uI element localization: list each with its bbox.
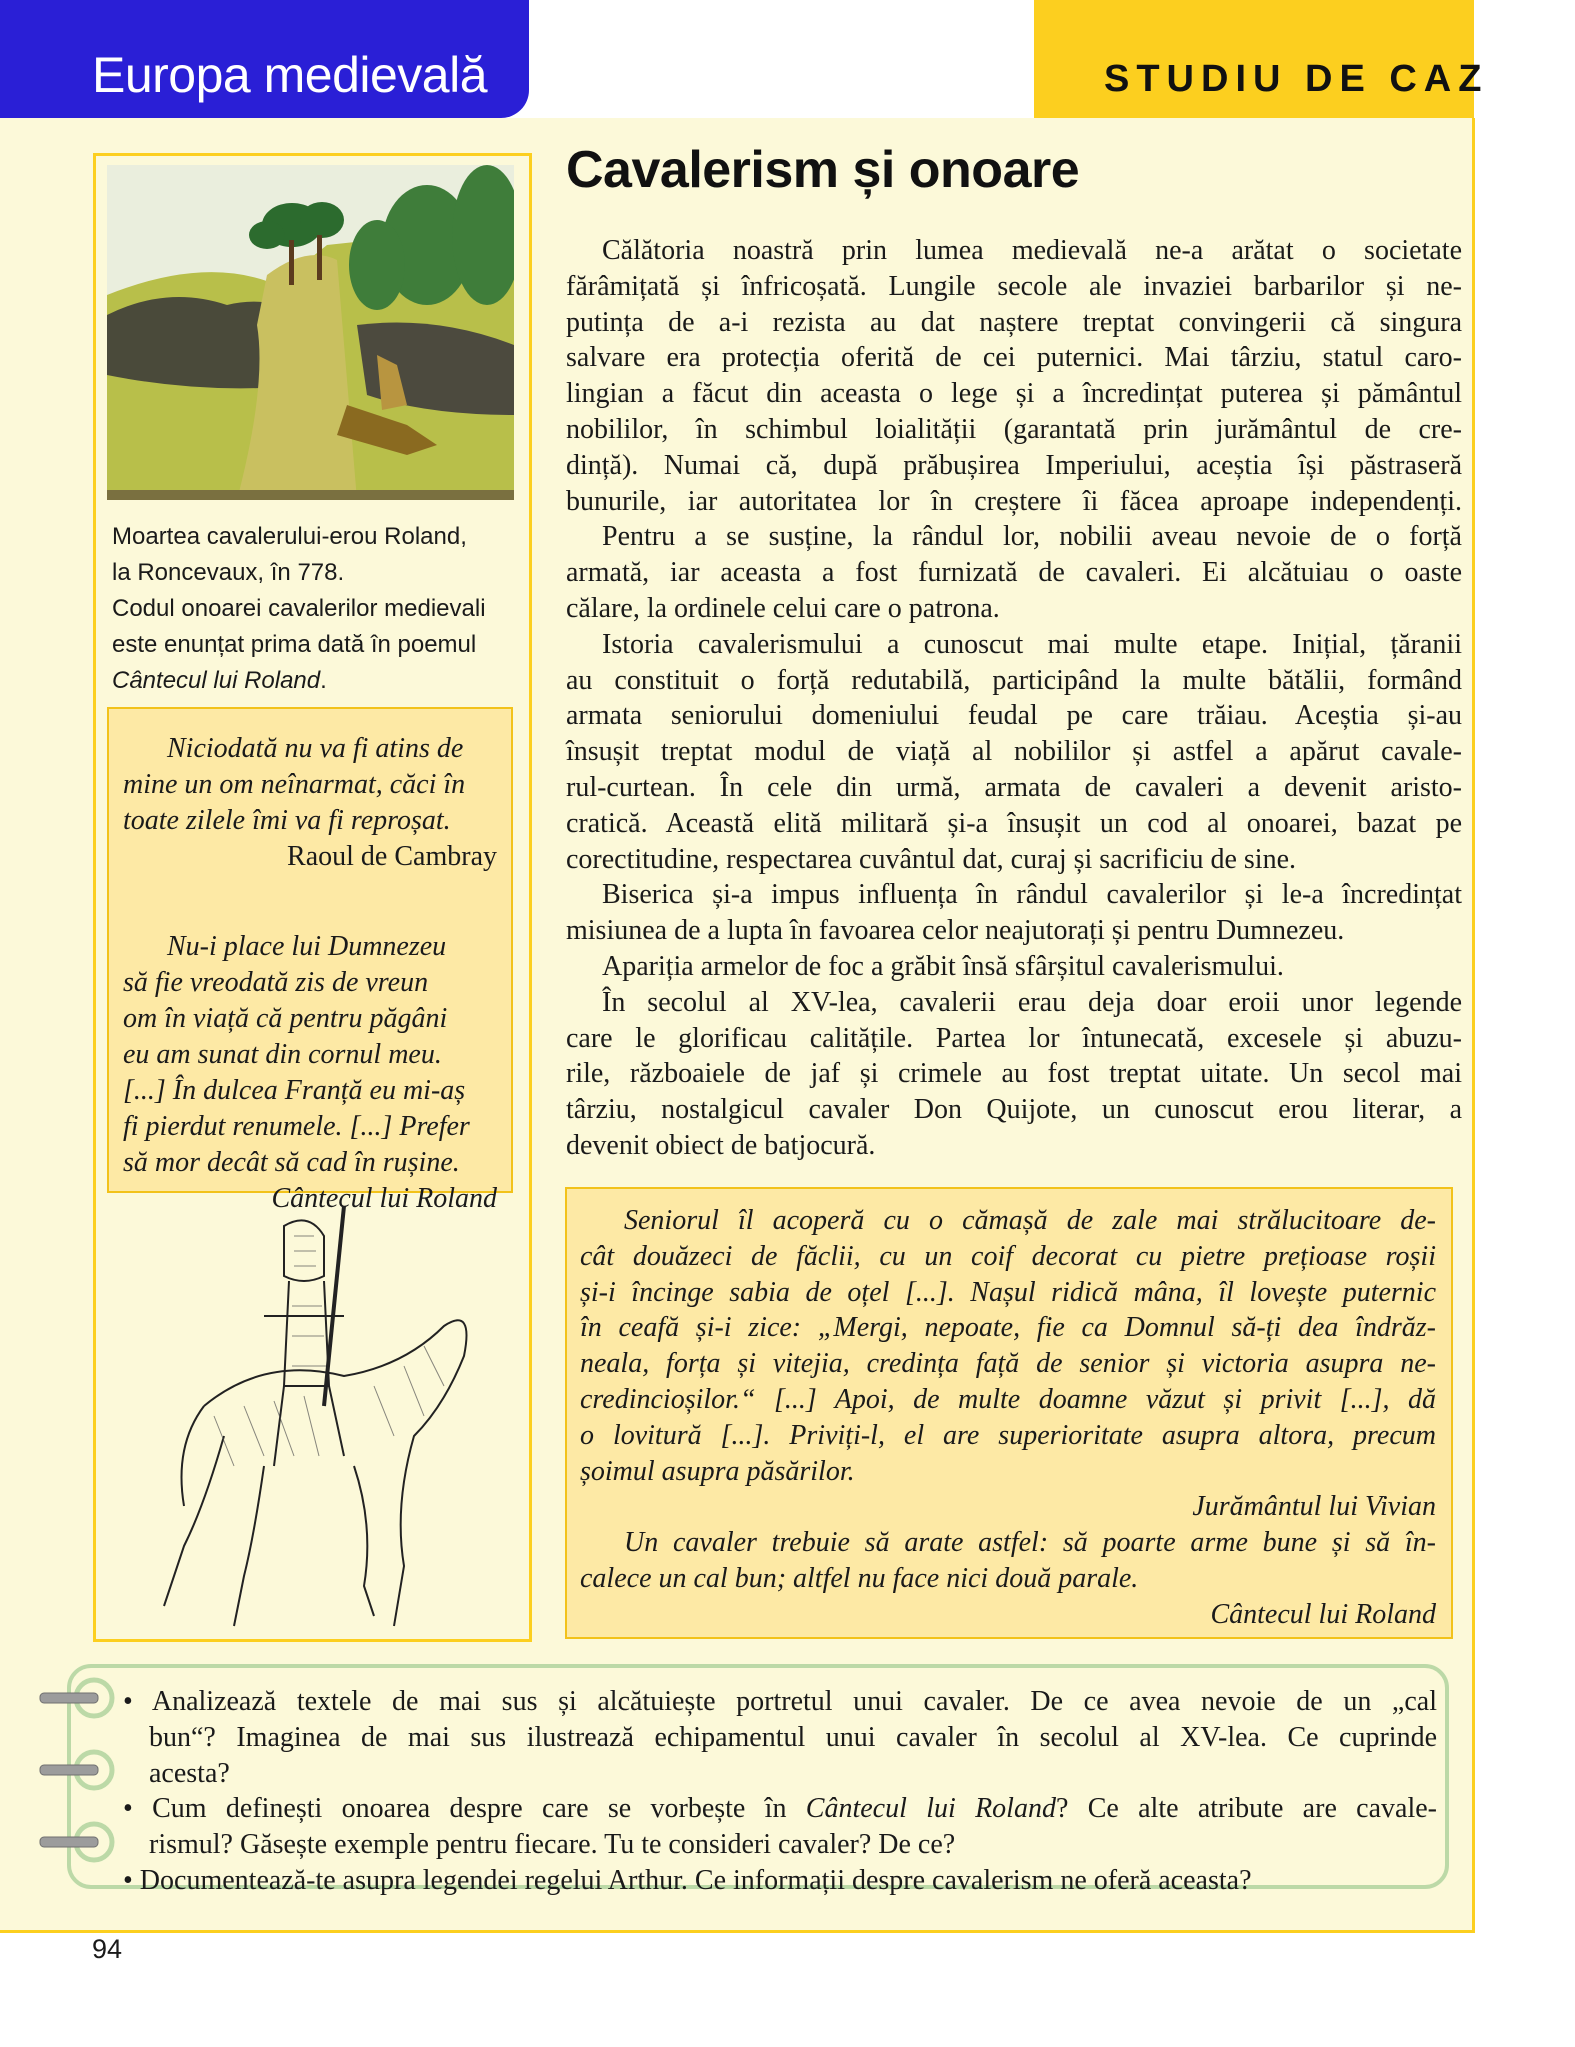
question-1-line: • Analizează textele de mai sus și alcătuiește portretul unui cavaler. De ce avea nevoie de un „cal xyxy=(123,1686,1437,1717)
body-line: Pentru a se susține, la rândul lor, nobilii aveau nevoie de o forță xyxy=(602,521,1462,553)
chapter-title: Europa medievală xyxy=(92,47,488,103)
body-line: Biserica și-a impus influența în rândul cavalerilor și le-a încredințat xyxy=(602,879,1462,911)
quote-author-roland: Cântecul lui Roland xyxy=(271,1183,497,1214)
quote-line: mine un om neînarmat, căci în xyxy=(123,769,466,800)
article-title: Cavalerism și onoare xyxy=(566,141,1080,199)
caption-line: Codul onoarei cavalerilor medievali xyxy=(112,595,486,622)
quote-line: să fie vreodată zis de vreun xyxy=(123,967,429,998)
quote-line: om în viață că pentru păgâni xyxy=(123,1003,448,1034)
question-1-line: acesta? xyxy=(149,1757,230,1789)
quote-line: și-i încinge sabia de oțel [...]. Nașul ridică mâna, îl lovește puternic xyxy=(580,1276,1436,1308)
quote-author-raoul: Raoul de Cambray xyxy=(287,841,497,872)
body-line: fărâmițată și înfricoșată. Lungile secole ale invaziei barbarilor și ne- xyxy=(566,270,1462,302)
body-line: putința de a-i rezista au dat naștere treptat convingerii că singura xyxy=(566,306,1462,338)
caption-line: la Roncevaux, în 778. xyxy=(112,559,345,586)
quote-line: șoimul asupra păsărilor. xyxy=(580,1455,855,1487)
quote-line: Un cavaler trebuie să arate astfel: să poarte arme bune și să în- xyxy=(624,1527,1436,1559)
body-line: au constituit o forță redutabilă, participând la multe bătălii, formând xyxy=(566,664,1462,696)
question-2-start: • Cum definești onoarea despre care se vorbește în xyxy=(123,1793,806,1825)
quote-line: eu am sunat din cornul meu. xyxy=(123,1039,442,1070)
quote-author-vivian: Jurământul lui Vivian xyxy=(1192,1491,1436,1523)
body-line: corectitudine, respectarea cuvântul dat, curaj și sacrificiu de sine. xyxy=(566,843,1296,875)
notebook-rings-icon xyxy=(38,1676,118,1876)
questions-box xyxy=(67,1664,1449,1896)
quote-line: cât douăzeci de făclii, cu un coif decorat cu pietre prețioase roșii xyxy=(580,1240,1436,1272)
body-line: care le glorificau calitățile. Partea lor întunecată, excesele și abuzu- xyxy=(566,1022,1462,1054)
quote-line: să mor decât să cad în rușine. xyxy=(123,1147,460,1178)
roland-death-painting xyxy=(107,165,514,500)
body-line: devenit obiect de batjocură. xyxy=(566,1129,876,1161)
body-line: lingian a făcut din aceasta o lege și a încredințat puterea și pământul xyxy=(566,378,1462,410)
quote-line: [...] În dulcea Franță eu mi-aș xyxy=(123,1075,466,1106)
body-line: rile, războaiele de jaf și crimele au fost treptat uitate. Un secol mai xyxy=(566,1058,1462,1090)
quote-line: credincioșilor.“ [...] Apoi, de multe doamne văzut și privit [...], dă xyxy=(580,1383,1436,1415)
quote-line: în ceafă și-i zice: „Mergi, nepoate, fie ca Domnul să-ți dea îndrăz- xyxy=(580,1312,1436,1344)
painting-caption xyxy=(112,519,522,699)
quote-author-roland: Cântecul lui Roland xyxy=(1210,1598,1436,1630)
questions-text xyxy=(123,1684,1437,1899)
quote-line: fi pierdut renumele. [...] Prefer xyxy=(123,1111,470,1142)
body-line: misiunea de a lupta în favoarea celor neajutorați și pentru Dumnezeu. xyxy=(566,915,1345,947)
question-2-rest: ? Ce alte atribute are cavale- xyxy=(1055,1793,1437,1825)
caption-line: este enunțat prima dată în poemul xyxy=(112,631,477,658)
body-line: însușit treptat modul de viață al nobililor și astfel a apărut cavale- xyxy=(566,736,1462,768)
question-1-line: bun“? Imaginea de mai sus ilustrează echipamentul unui cavaler în secolul al XV-lea. Ce cuprinde xyxy=(149,1721,1437,1753)
quote-line: Niciodată nu va fi atins de xyxy=(167,733,464,764)
page-number: 94 xyxy=(92,1934,123,1964)
quote-line: Seniorul îl acoperă cu o cămașă de zale mai strălucitoare de- xyxy=(624,1205,1436,1236)
question-3-line: • Documentează-te asupra legendei regelui Arthur. Ce informații despre cavalerism ne oferă aceasta? xyxy=(123,1864,1252,1896)
body-line: Istoria cavalerismului a cunoscut mai multe etape. Inițial, țăranii xyxy=(602,628,1462,660)
body-line: Apariția armelor de foc a grăbit însă sfârșitul cavalerismului. xyxy=(602,950,1284,982)
mounted-knight-engraving xyxy=(144,1206,484,1631)
quote-line: calece un cal bun; altfel nu face nici două parale. xyxy=(580,1562,1139,1594)
body-line: nobililor, în schimbul loialității (garantată prin jurământul de cre- xyxy=(566,413,1462,445)
sidebar-quotes-box xyxy=(107,707,513,1214)
sidebar-column xyxy=(93,153,532,1642)
caption-poem-title: Cântecul lui Roland xyxy=(112,667,321,694)
body-line: salvare era protecția oferită de cei puternici. Mai târziu, statul caro- xyxy=(566,342,1462,374)
body-line: târziu, nostalgicul cavaler Don Quijote, un cunoscut erou literar, a xyxy=(566,1094,1462,1126)
question-2-poem-title: Cântecul lui Roland xyxy=(805,1793,1056,1825)
caption-line: Moartea cavalerului-erou Roland, xyxy=(112,523,467,550)
body-line: armată, iar aceasta a fost furnizată de cavaleri. Ei alcătuiau o oaste xyxy=(566,557,1462,589)
body-line: cratică. Această elită militară și-a însușit un cod al onoarei, bazat pe xyxy=(566,807,1462,839)
quote-line: toate zilele îmi va fi reproșat. xyxy=(123,805,451,836)
article-body xyxy=(566,233,1462,1164)
body-line: Călătoria noastră prin lumea medievală ne-a arătat o societate xyxy=(602,235,1462,266)
body-line: bunurile, iar autoritatea lor în creștere îi făcea aproape independenți. xyxy=(566,485,1462,517)
quote-roland xyxy=(123,929,495,1181)
section-label: STUDIU DE CAZ xyxy=(1104,58,1489,100)
body-line: călare, la ordinele celui care o patrona. xyxy=(566,592,1000,624)
quote-line: neala, forța și vitejia, credința față de senior și victoria asupra ne- xyxy=(580,1348,1436,1380)
quote-line: Nu-i place lui Dumnezeu xyxy=(167,931,447,962)
oath-quote-text xyxy=(580,1203,1436,1633)
quote-raoul xyxy=(123,731,495,839)
quote-line: o lovitură [...]. Priviți-l, el are superioritate asupra altora, precum xyxy=(580,1419,1436,1451)
question-2-line: rismul? Găsește exemple pentru fiecare. Tu te consideri cavaler? De ce? xyxy=(149,1829,956,1861)
oath-quote-box xyxy=(565,1187,1453,1639)
body-line: dință). Numai că, după prăbușirea Imperiului, aceștia își păstraseră xyxy=(566,449,1462,481)
body-line: rul-curtean. În cele din urmă, armata de cavaleri a devenit aristo- xyxy=(566,771,1462,803)
body-line: În secolul al XV-lea, cavalerii erau deja doar eroii unor legende xyxy=(602,986,1462,1018)
caption-period: . xyxy=(320,667,327,694)
body-line: armata seniorului domeniului feudal pe care trăiau. Aceștia și-au xyxy=(566,700,1462,732)
